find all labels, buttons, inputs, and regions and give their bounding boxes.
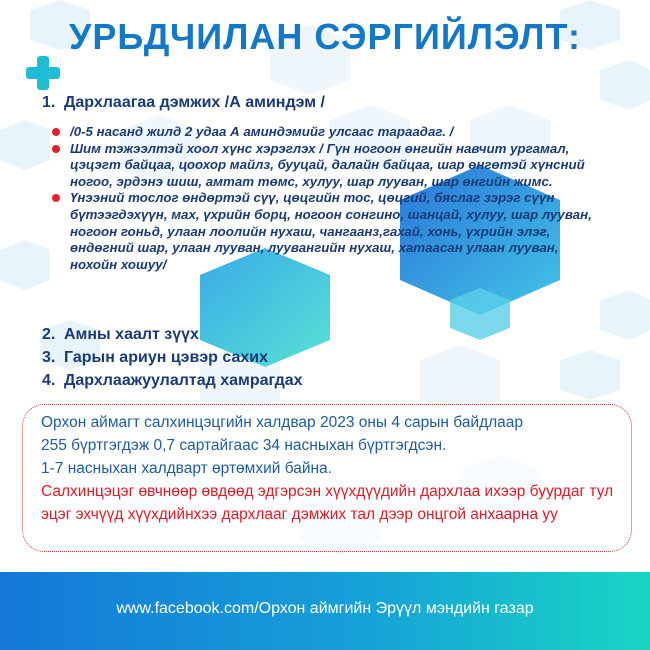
bullet-text: Үнээний тослог өндөртэй сүү, цөцгийн тос, цөцгий, бяслаг зэрэг сүүн бүтээгдэхүүн, мах, үхрийн борц, ногоон сонгино, шанцай, хулуу, шар лууван, ногоон гоньд, улаан лоолийн нухаш, чангаанз,гахай, хонь, үхрийн элэг, өндөгний шар, улаан лууван, луувангийн нухаш, хатаасан улаан лууван, нохойн хошуу/ (70, 190, 592, 272)
page-title: УРЬДЧИЛАН СЭРГИЙЛЭЛТ: (69, 16, 581, 57)
item-label: Дархлаажуулалтад хамрагдах (64, 372, 303, 389)
info-line: 255 бүртгэгдэж 0,7 сартайгаас 34 насныхан бүртгэгдсэн. (41, 437, 447, 454)
red-bullet-icon (52, 145, 60, 153)
bullet-item (52, 124, 600, 141)
prevention-item-1 (42, 94, 325, 112)
prevention-item-2 (42, 326, 199, 344)
bullet-text: /0-5 насанд жилд 2 удаа А аминдэмийг улсаас тараадаг. / (70, 124, 454, 139)
bullet-text: Шим тэжээлтэй хоол хүнс хэрэглэх / Гүн ногоон өнгийн навчит ургамал, цэцэгт байцаа, цоохор майлз, бууцай, далайн байцаа, шар өнгөтэй хүнсний ногоо, эрдэнэ шиш, амтат төмс, хулуу, шар лууван, шар өнгийн жимс. (70, 140, 585, 189)
bullet-item (52, 141, 600, 191)
item-number: 3. (42, 349, 56, 366)
item-number: 4. (42, 372, 56, 389)
footer-banner (0, 572, 650, 650)
prevention-item-3 (42, 349, 268, 367)
item-number: 2. (42, 326, 56, 343)
info-line: Орхон аймагт салхинцэцгийн халдвар 2023 оны 4 сарын байдлаар (41, 414, 524, 431)
item-label: Дархлаагаа дэмжих /А аминдэм / (64, 94, 325, 111)
bullet-item (52, 190, 600, 273)
info-box (22, 404, 632, 552)
medical-cross-icon (26, 56, 60, 90)
vitamin-bullet-list (52, 124, 600, 273)
item-number: 1. (42, 94, 56, 111)
red-bullet-icon (52, 194, 60, 202)
prevention-item-4 (42, 372, 303, 390)
info-line: 1-7 насныхан халдварт өртөмхий байна. (41, 460, 332, 477)
red-bullet-icon (52, 128, 60, 136)
item-label: Амны хаалт зүүх (64, 326, 199, 343)
item-label: Гарын ариун цэвэр сахих (64, 349, 269, 366)
facebook-link[interactable]: www.facebook.com/Орхон аймгийн Эрүүл мэндийн газар (116, 600, 534, 617)
warning-text: Салхинцэцэг өвчнөөр өвдөөд эдгэрсэн хүүхдүүдийн дархлаа ихээр буурдаг тул эцэг эхчүүд хүүхдийнхээ дархлааг дэмжих тал дээр онцгой анхаарна уу (41, 483, 614, 523)
